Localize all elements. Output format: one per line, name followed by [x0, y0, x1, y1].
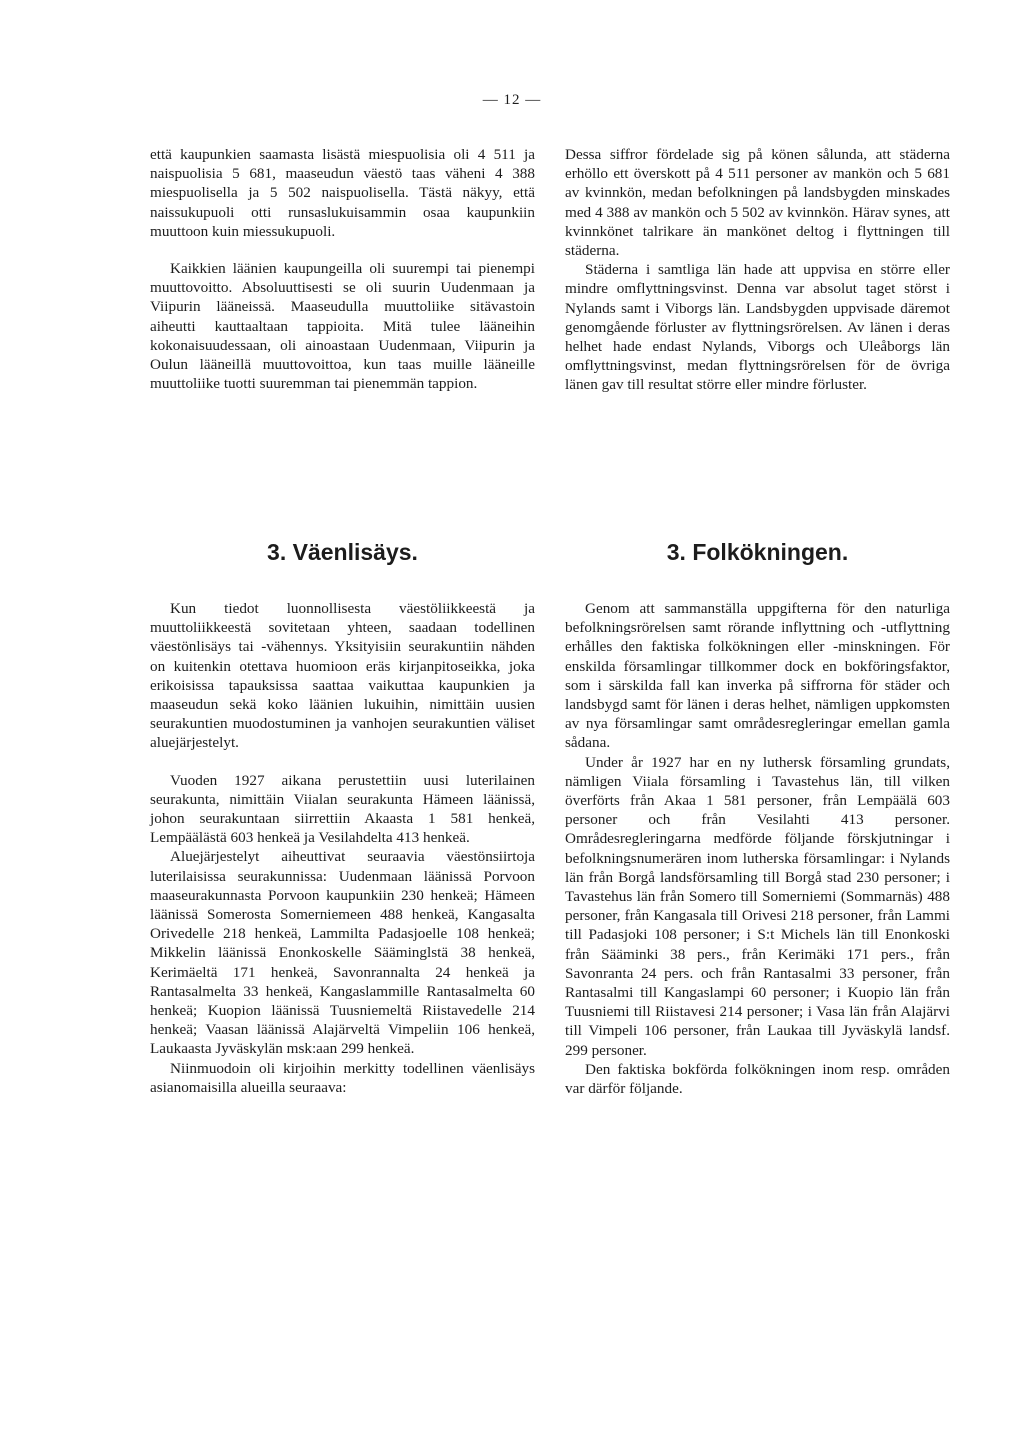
finnish-paragraph: Niinmuodoin oli kirjoihin merkitty todellinen väenlisäys asianomaisilla alueilla seuraava:	[150, 1059, 535, 1096]
finnish-paragraph: Vuoden 1927 aikana perustettiin uusi luterilainen seurakunta, nimittäin Viialan seurakunta Hämeen läänissä, johon seurakuntaan siirrettiin Akaasta 1 581 henkeä, Lempäälästä 603 henkeä ja Vesilahdelta 413 henkeä.	[150, 771, 535, 847]
swedish-paragraph: Dessa siffror fördelade sig på könen sålunda, att städerna erhöllo ett överskott på 4 511 personer av mankön och 5 681 av kvinnkön, medan befolkningen på landsbygden minskades med 4 388 av mankön och 5 502 av kvinnkön. Härav synes, att kvinnkönet talrikare än mankönet deltog i flyttningen till städerna.	[565, 146, 950, 260]
finnish-section-heading: 3. Väenlisäys.	[267, 539, 418, 565]
finnish-bottom-section	[150, 599, 535, 1097]
finnish-paragraph: Kaikkien läänien kaupungeilla oli suurempi tai pienempi muuttovoitto. Absoluuttisesti se oli suurin Uudenmaan ja Viipurin lääneissä. Maaseudulla muuttoliike sitävastoin aiheutti kauttaaltaan tappioita. Mitä tulee lääneihin kokonaisuudessaan, oli ainoastaan Uudenmaan, Viipurin ja Oulun lääneillä muuttovoittoa, kun taas muille lääneille muuttoliike tuotti suuremman tai pienemmän tappion.	[150, 260, 535, 393]
finnish-paragraph: että kaupunkien saamasta lisästä miespuolisia oli 4 511 ja naispuolisia 5 681, maaseudun väestö taas väheni 4 388 miespuolisella ja 5 502 naispuolisella. Tästä näkyy, että naissukupuoli otti runsaslukuisammin osaa kaupunkiin muuttoon kuin miessukupuoli.	[150, 146, 535, 240]
swedish-paragraph: Städerna i samtliga län hade att uppvisa en större eller mindre omflyttningsvinst. Denna var absolut taget störst i Nylands samt i Viborgs län. Landsbygden uppvisade däremot genomgående förluster av flyttningsrörelsen. Av länen i deras helhet hade endast Nylands, Viborgs och Uleåborgs län omflyttningsvinst, medan flyttningsrörelsen för de övriga länen gav till resultat större eller mindre förluster.	[565, 261, 950, 394]
swedish-bottom-section	[565, 599, 950, 1098]
swedish-paragraph: Den faktiska bokförda folkökningen inom resp. områden var därför följande.	[565, 1060, 950, 1098]
swedish-section-heading: 3. Folkökningen.	[666, 539, 849, 565]
finnish-paragraph: Kun tiedot luonnollisesta väestöliikkeestä ja muuttoliikkeestä sovitetaan yhteen, saadaan todellinen väestönlisäys tai -vähennys. Yksityisiin seurakuntiin nähden on kuitenkin otettava huomioon eräs kirjanpitoseikka, joka erikoisissa tapauksissa saattaa vaikuttaa kaupunkien ja maaseudun sekä koko läänien lukuihin, nimittäin uusien seurakuntien muodostuminen ja vanhojen seurakuntien väliset aluejärjestelyt.	[150, 600, 535, 752]
page-number: — 12 —	[482, 92, 542, 108]
finnish-paragraph: Aluejärjestelyt aiheuttivat seuraavia väestönsiirtoja luterilaisissa seurakunnissa: Uudenmaan läänissä Porvoon maaseurakunnasta Porvoon kaupunkiin 230 henkeä; Hämeen läänissä Somerosta Somerniemeen 488 henkeä, Kangasalta Orivedelle 218 henkeä, Lammilta Padasjoelle 108 henkeä; Mikkelin läänissä Enonkoskelle Sääminglstä 38 henkeä, Kerimäeltä 171 henkeä, Savonrannalta 24 henkeä ja Rantasalmelta 33 henkeä, Kangaslammille Rantasalmelta 60 henkeä; Kuopion läänissä Tuusniemeltä Riistavedelle 214 henkeä; Vaasan läänissä Alajärveltä Vimpeliin 106 henkeä, Laukaasta Jyväskylän msk:aan 299 henkeä.	[150, 848, 535, 1058]
swedish-paragraph: Under år 1927 har en ny luthersk församling grundats, nämligen Viiala församling i Tavastehus län, till vilken överförts från Akaa 1 581 personer, från Lempäälä 603 personer och från Vesilahti 413 personer. Områdesregleringarna medförde följande förskjutningar i befolkningsnumerären inom lutherska församlingar: i Nylands län från Borgå landsförsamling till Borgå stad 230 personer; i Tavastehus län från Somero till Somerniemi (Sommarnäs) 488 personer, från Kangasala till Orivesi 218 personer, från Lammi till Padasjoki 108 personer; i S:t Michels län till Enonkoski från Sääminki 38 pers., från Kerimäki 171 pers., från Savonranta 24 pers. och från Rantasalmi 33 personer, från Rantasalmi till Kangaslampi 60 personer; i Kuopio län från Tuusniemi till Riistavesi 214 personer; i Vasa län från Alajärvi till Vimpeli 106 personer, från Laukaa till Jyväskylä landsf. 299 personer.	[565, 753, 950, 1059]
swedish-paragraph: Genom att sammanställa uppgifterna för den naturliga befolkningsrörelsen samt rörande inflyttning och -utflyttning erhålles den faktiska folkökningen eller -minskningen. För enskilda församlingar tillkommer dock en bokföringsfaktor, som i särskilda fall kan inverka på siffrorna för städer och landsbygd samt för länen i deras helhet, nämligen uppkomsten av nya församlingar samt områdesregleringar emellan gamla sådana.	[565, 600, 950, 752]
finnish-top-section	[150, 145, 535, 393]
swedish-top-section	[565, 145, 950, 395]
